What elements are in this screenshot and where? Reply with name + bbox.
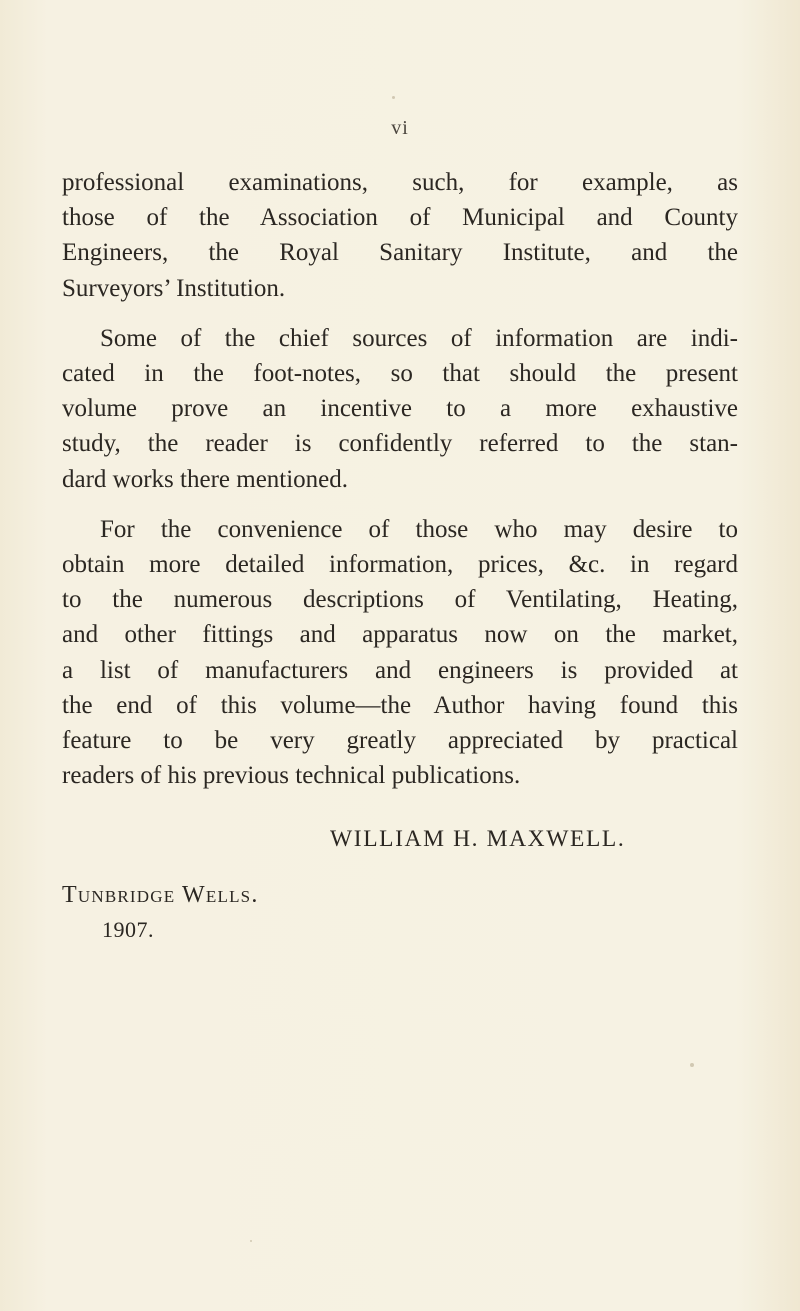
text-line: readers of his previous technical publications. xyxy=(62,762,521,790)
text-line: For the convenience of those who may desire to xyxy=(100,515,738,543)
text-line: study, the reader is confidently referred to the stan- xyxy=(62,430,738,458)
text-line: professional examinations, such, for example, as xyxy=(62,169,738,196)
paper-speck xyxy=(250,1240,252,1242)
text-line: feature to be very greatly appreciated by practical xyxy=(62,727,738,755)
text-line: obtain more detailed information, prices, &c. in regard xyxy=(62,551,738,579)
paragraph-2 xyxy=(62,321,738,497)
text-line: Some of the chief sources of information are indi- xyxy=(100,324,738,352)
page-number: vi xyxy=(391,117,409,139)
text-line: a list of manufacturers and engineers is provided at xyxy=(62,656,738,684)
text-line: to the numerous descriptions of Ventilating, Heating, xyxy=(62,586,738,614)
publication-year: 1907. xyxy=(102,917,154,942)
body-text xyxy=(62,165,738,793)
text-line: and other fittings and apparatus now on the market, xyxy=(62,621,738,649)
paper-speck xyxy=(392,96,395,99)
text-line: Surveyors’ Institution. xyxy=(62,274,286,302)
paper-speck xyxy=(690,1063,694,1067)
paragraph-3 xyxy=(62,512,738,794)
text-line: Engineers, the Royal Sanitary Institute, and the xyxy=(62,239,738,267)
text-line: dard works there mentioned. xyxy=(62,465,349,493)
text-line: cated in the foot-notes, so that should the present xyxy=(62,360,738,388)
text-line: the end of this volume—the Author having found this xyxy=(62,691,738,719)
text-line: volume prove an incentive to a more exhaustive xyxy=(62,395,738,423)
text-line: those of the Association of Municipal and County xyxy=(62,204,738,232)
author-signature: WILLIAM H. MAXWELL. xyxy=(330,826,626,852)
place-name: Tunbridge Wells. xyxy=(62,882,259,908)
paragraph-1 xyxy=(62,165,738,306)
